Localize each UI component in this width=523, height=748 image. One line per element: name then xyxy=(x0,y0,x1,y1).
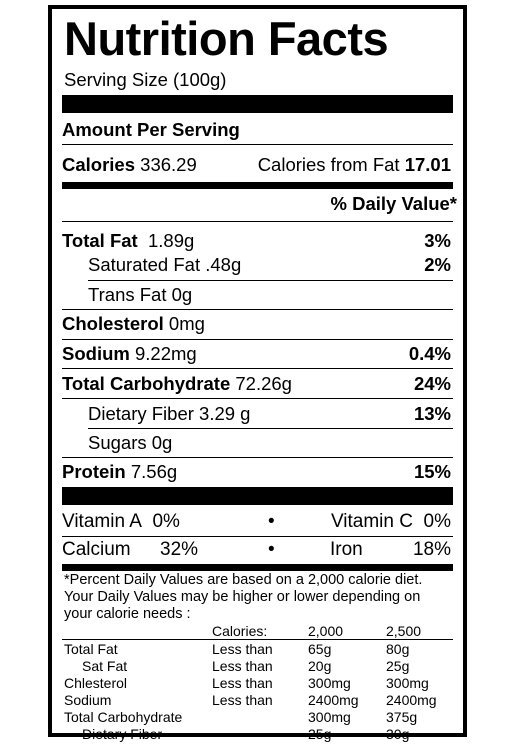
table-header-calories: Calories: xyxy=(212,623,268,639)
table-row-name: Total Fat xyxy=(64,641,118,657)
saturated-fat-label: Saturated Fat .48g xyxy=(88,254,242,275)
dietary-fiber-dv: 13% xyxy=(413,403,451,424)
calcium-value: 32% xyxy=(160,539,199,560)
divider xyxy=(62,368,453,369)
daily-value-header: % Daily Value* xyxy=(330,193,457,214)
table-row-name: Sat Fat xyxy=(82,658,128,674)
divider xyxy=(62,536,453,537)
table-row-value-2000: 300mg xyxy=(308,709,351,725)
table-row-value-2500: 80g xyxy=(386,641,410,657)
total-carbohydrate-dv: 24% xyxy=(413,373,451,394)
calories-value: 336.29 xyxy=(140,154,197,175)
table-row-value-2500: 375g xyxy=(386,709,418,725)
divider xyxy=(62,221,453,222)
iron-value: 18% xyxy=(412,539,451,560)
dietary-fiber-label: Dietary Fiber 3.29 g xyxy=(88,403,251,424)
table-row-qualifier: Less than xyxy=(212,658,273,674)
iron-label: Iron xyxy=(330,539,363,560)
trans-fat-label: Trans Fat 0g xyxy=(88,284,193,305)
table-row-value-2000: 2400mg xyxy=(308,692,359,708)
nutrition-label xyxy=(48,5,467,742)
sodium-amount: 9.22mg xyxy=(134,343,197,364)
label-title: Nutrition Facts xyxy=(64,12,389,65)
footnote-line-1: *Percent Daily Values are based on a 2,000 calorie diet. xyxy=(64,572,423,588)
sodium-label: Sodium xyxy=(62,343,130,364)
table-divider xyxy=(62,639,453,640)
medium-divider xyxy=(62,182,453,189)
total-fat-dv: 3% xyxy=(424,230,451,251)
table-row-name: Chlesterol xyxy=(64,675,128,691)
thick-divider xyxy=(62,487,453,505)
table-row-name: Dietary Fiber xyxy=(82,726,163,742)
divider xyxy=(62,309,453,310)
total-carbohydrate-amount: 72.26g xyxy=(235,373,292,394)
protein-dv: 15% xyxy=(413,461,451,482)
total-fat-label: Total Fat xyxy=(62,230,138,251)
vitamin-a-value: 0% xyxy=(152,511,180,532)
table-row-value-2500: 25g xyxy=(386,658,410,674)
table-row-name: Sodium xyxy=(64,692,112,708)
table-row-value-2000: 65g xyxy=(308,641,332,657)
calories-from-fat-label: Calories from Fat xyxy=(257,154,400,175)
table-row-value-2500: 300mg xyxy=(386,675,429,691)
bullet: • xyxy=(268,539,275,560)
table-row-qualifier: Less than xyxy=(212,675,273,691)
calories-from-fat-value: 17.01 xyxy=(404,154,451,175)
serving-size: Serving Size (100g) xyxy=(64,69,227,90)
divider xyxy=(62,398,453,399)
total-carbohydrate-label: Total Carbohydrate xyxy=(62,373,231,394)
vitamin-a-label: Vitamin A xyxy=(62,511,142,532)
total-fat-amount: 1.89g xyxy=(148,230,195,251)
table-header-2500: 2,500 xyxy=(386,623,422,639)
sodium-dv: 0.4% xyxy=(408,343,451,364)
cholesterol-amount: 0mg xyxy=(168,313,205,334)
table-row-value-2500: 30g xyxy=(386,726,410,742)
calcium-label: Calcium xyxy=(62,539,131,560)
sugars-label: Sugars 0g xyxy=(88,432,173,453)
divider xyxy=(62,339,453,340)
bullet: • xyxy=(268,511,275,532)
divider xyxy=(62,144,453,145)
amount-per-serving: Amount Per Serving xyxy=(62,119,240,140)
footnote-line-2: Your Daily Values may be higher or lower depending on xyxy=(64,589,421,605)
cholesterol-label: Cholesterol xyxy=(62,313,164,334)
vitamin-c-label: Vitamin C xyxy=(330,511,413,532)
footnote-line-3: your calorie needs : xyxy=(64,606,191,622)
table-row-value-2000: 25g xyxy=(308,726,332,742)
table-header-2000: 2,000 xyxy=(308,623,344,639)
label-content xyxy=(62,9,457,742)
table-row-value-2000: 20g xyxy=(308,658,332,674)
protein-amount: 7.56g xyxy=(130,461,178,482)
thick-divider xyxy=(62,95,453,113)
table-row-name: Total Carbohydrate xyxy=(64,709,183,725)
protein-label: Protein xyxy=(62,461,126,482)
table-row-qualifier: Less than xyxy=(212,641,273,657)
divider xyxy=(88,428,453,429)
medium-divider xyxy=(62,564,453,571)
divider xyxy=(62,457,453,458)
saturated-fat-dv: 2% xyxy=(424,254,451,275)
table-row-value-2500: 2400mg xyxy=(386,692,437,708)
divider xyxy=(88,280,453,281)
table-row-qualifier: Less than xyxy=(212,692,273,708)
vitamin-c-value: 0% xyxy=(423,511,451,532)
table-row-value-2000: 300mg xyxy=(308,675,351,691)
calories-label: Calories xyxy=(62,154,136,175)
